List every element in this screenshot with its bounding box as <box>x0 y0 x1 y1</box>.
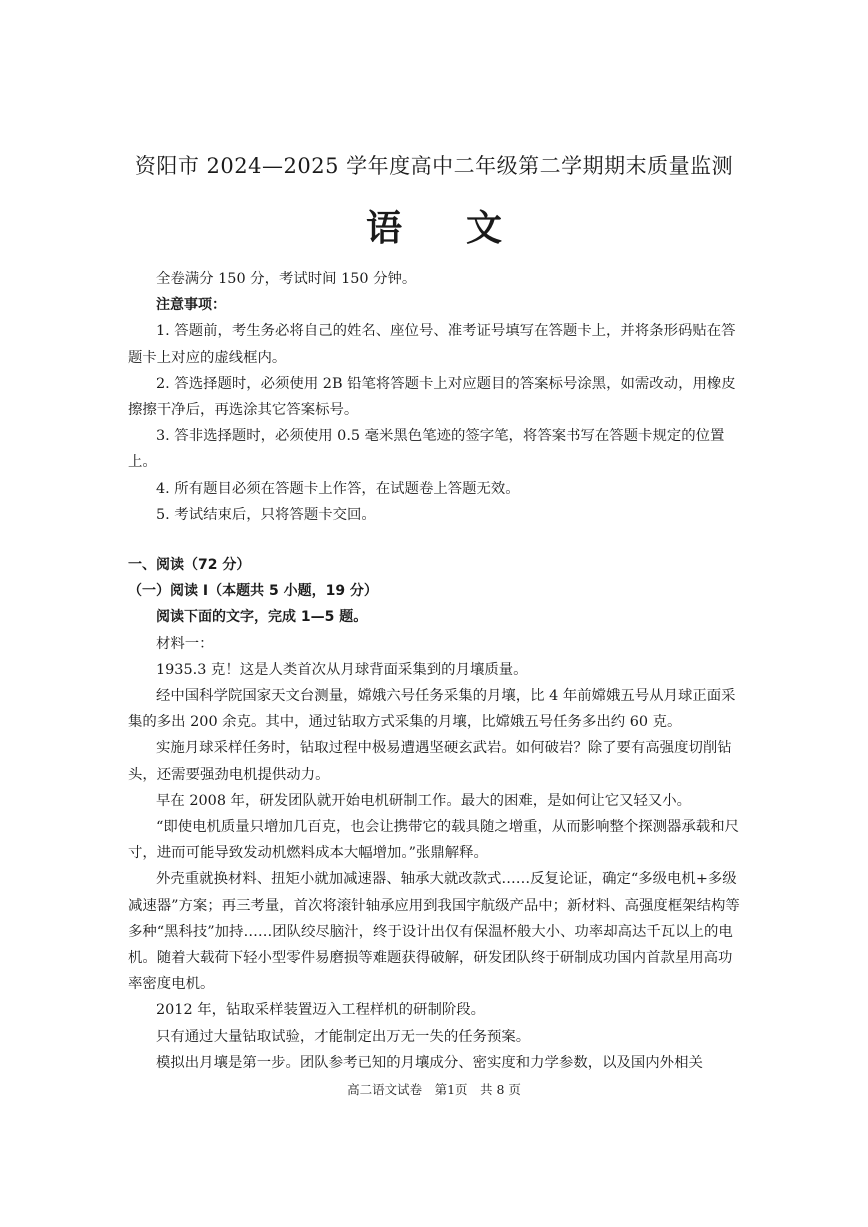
notice-item: 2. 答选择题时，必须使用 2B 铅笔将答题卡上对应题目的答案标号涂黑，如需改动，用橡皮擦擦干净后，再选涂其它答案标号。 <box>128 375 736 419</box>
material-paragraph: 外壳重就换材料、扭矩小就加减速器、轴承大就改款式……反复论证，确定“多级电机+多级减速器”方案；再三考量，首次将滚针轴承应用到我国宇航级产品中；新材料、高强度框架结构等多种“黑科技”加持……团队绞尽脑汁，终于设计出仅有保温杯般大小、功率却高达千瓦以上的电机。随着大载荷下轻小型零件易磨损等难题获得破解，研发团队终于研制成功国内首款星用高功率密度电机。 <box>128 871 740 993</box>
notice-item: 3. 答非选择题时，必须使用 0.5 毫米黑色笔迹的签字笔，将答案书写在答题卡规定的位置上。 <box>128 428 725 471</box>
section-heading: 一、阅读（72 分） <box>128 557 251 574</box>
notice-heading: 注意事项： <box>156 297 226 314</box>
notice-item: 5. 考试结束后，只将答题卡交回。 <box>156 506 376 523</box>
material-paragraph: 实施月球采样任务时，钻取过程中极易遭遇坚硬玄武岩。如何破岩？除了要有高强度切削钻头，还需要强劲电机提供动力。 <box>128 740 732 783</box>
subject-title: 语文 <box>365 208 566 249</box>
material-paragraph: 只有通过大量钻取试验，才能制定出万无一失的任务预案。 <box>156 1028 531 1045</box>
exam-content <box>128 266 742 1076</box>
page-footer: 高二语文试卷 第1页 共 8 页 <box>347 1082 521 1097</box>
material-paragraph: 早在 2008 年，研发团队就开始电机研制工作。最大的困难，是如何让它又轻又小。 <box>156 792 692 809</box>
material-paragraph: “即使电机质量只增加几百克，也会让携带它的载具随之增重，从而影响整个探测器承载和尺寸，进而可能导致发动机燃料成本大幅增加。”张鼎解释。 <box>128 819 739 862</box>
reading-instruction: 阅读下面的文字，完成 1—5 题。 <box>156 609 368 626</box>
sub-section-heading: （一）阅读 I（本题共 5 小题，19 分） <box>128 583 378 600</box>
notice-item: 1. 答题前，考生务必将自己的姓名、座位号、准考证号填写在答题卡上，并将条形码贴在答题卡上对应的虚线框内。 <box>128 323 736 366</box>
score-time-line: 全卷满分 150 分，考试时间 150 分钟。 <box>156 271 417 287</box>
notice-item: 4. 所有题目必须在答题卡上作答，在试题卷上答题无效。 <box>156 480 520 497</box>
exam-title: 资阳市 2024—2025 学年度高中二年级第二学期期末质量监测 <box>134 154 734 178</box>
material-paragraph: 1935.3 克！这是人类首次从月球背面采集到的月壤质量。 <box>156 661 528 678</box>
material-label: 材料一： <box>156 635 214 652</box>
section-spacer <box>128 528 742 552</box>
material-paragraph: 模拟出月壤是第一步。团队参考已知的月壤成分、密实度和力学参数，以及国内外相关 <box>156 1054 703 1071</box>
material-paragraph: 经中国科学院国家天文台测量，嫦娥六号任务采集的月壤，比 4 年前嫦娥五号从月球正面采集的多出 200 余克。其中，通过钻取方式采集的月壤，比嫦娥五号任务多出约 60 克。 <box>128 688 736 731</box>
material-paragraph: 2012 年，钻取采样装置迈入工程样机的研制阶段。 <box>156 1002 486 1019</box>
